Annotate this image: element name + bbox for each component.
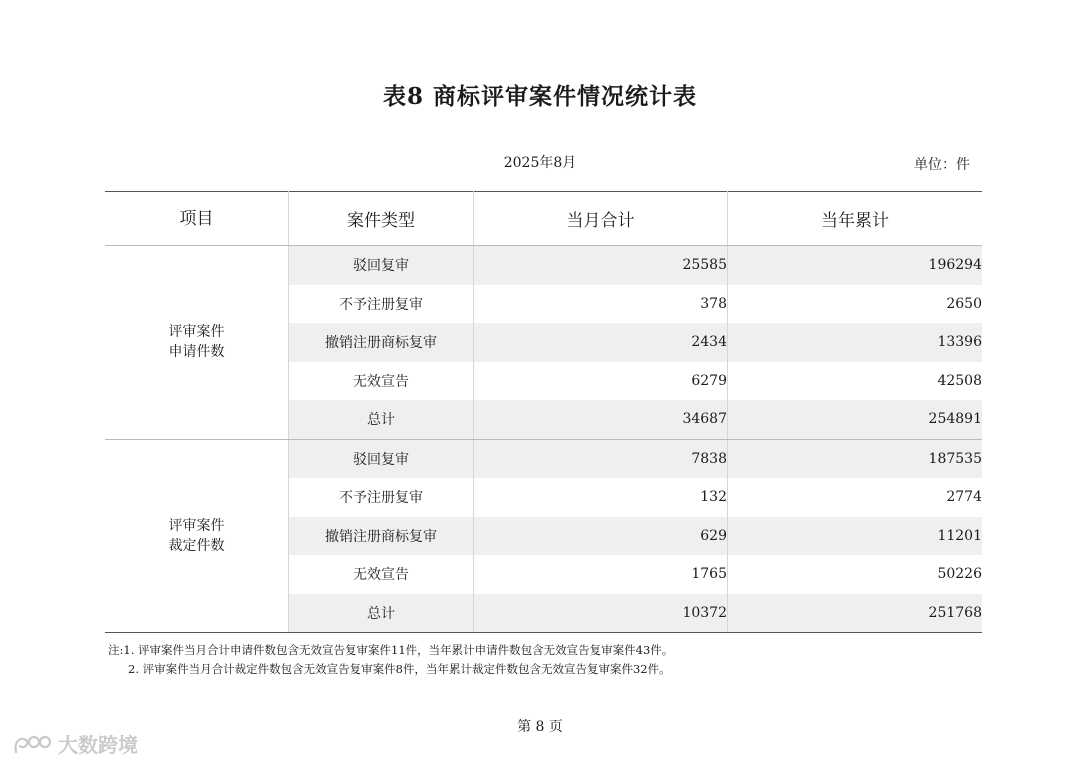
- cell-month: 34687: [474, 400, 728, 439]
- group-label: [105, 246, 289, 440]
- cell-type: 撤销注册商标复审: [289, 323, 474, 362]
- cell-year: 196294: [728, 246, 983, 285]
- cell-type: 撤销注册商标复审: [289, 517, 474, 556]
- header-item: 项目: [105, 192, 289, 246]
- report-date: 2025年8月: [503, 155, 577, 171]
- cell-type: 驳回复审: [289, 246, 474, 285]
- cell-type: 不予注册复审: [289, 478, 474, 517]
- watermark: [12, 729, 138, 758]
- cell-year: 254891: [728, 400, 983, 439]
- group-label-line1: 评审案件: [168, 517, 225, 534]
- cell-year: 42508: [937, 372, 982, 389]
- cell-type: 总计: [289, 594, 474, 633]
- table-row: [105, 439, 982, 478]
- page-title: 表8 商标评审案件情况统计表: [382, 83, 697, 110]
- cell-type: 驳回复审: [289, 439, 474, 478]
- cell-month: 1765: [474, 555, 728, 594]
- group-label-line2: 裁定件数: [168, 537, 225, 554]
- unit-label: 单位：件: [914, 157, 970, 173]
- cell-month: 2434: [474, 323, 728, 362]
- cell-month: 7838: [474, 439, 728, 478]
- page-number: 第 8 页: [517, 719, 563, 735]
- cell-year: 11201: [728, 517, 983, 556]
- cell-type: 总计: [289, 400, 474, 439]
- note-1: 注:1. 评审案件当月合计申请件数包含无效宣告复审案件11件，当年累计申请件数包含无效宣告复审案件43件。: [108, 643, 674, 657]
- table-notes: [108, 641, 673, 679]
- table-row: [105, 246, 982, 285]
- logo-icon: [12, 732, 54, 756]
- cell-month: 10372: [474, 594, 728, 633]
- group-label-line1: 评审案件: [168, 324, 225, 341]
- header-type: 案件类型: [289, 192, 474, 246]
- header-year: 当年累计: [728, 192, 983, 246]
- header-month: 当月合计: [474, 192, 728, 246]
- cell-month: 629: [474, 517, 728, 556]
- cell-month: 132: [474, 478, 728, 517]
- cell-month: 378: [474, 285, 728, 324]
- cell-year: 251768: [728, 594, 983, 633]
- group-label-line2: 申请件数: [168, 344, 225, 361]
- note-2: 2. 评审案件当月合计裁定件数包含无效宣告复审案件8件，当年累计裁定件数包含无效宣告复审案件32件。: [128, 662, 671, 676]
- cell-year: 2650: [946, 295, 982, 312]
- stats-table: [105, 191, 982, 633]
- cell-year: 13396: [728, 323, 983, 362]
- cell-month: 25585: [474, 246, 728, 285]
- cell-year: 187535: [728, 439, 983, 478]
- watermark-text: 大数跨境: [58, 733, 138, 757]
- cell-month: 6279: [474, 362, 728, 401]
- cell-year: 2774: [946, 489, 982, 506]
- table-header-row: [105, 192, 982, 246]
- cell-year: 50226: [937, 566, 982, 583]
- group-label: [105, 439, 289, 633]
- cell-type: 不予注册复审: [289, 285, 474, 324]
- cell-type: 无效宣告: [289, 555, 474, 594]
- cell-type: 无效宣告: [289, 362, 474, 401]
